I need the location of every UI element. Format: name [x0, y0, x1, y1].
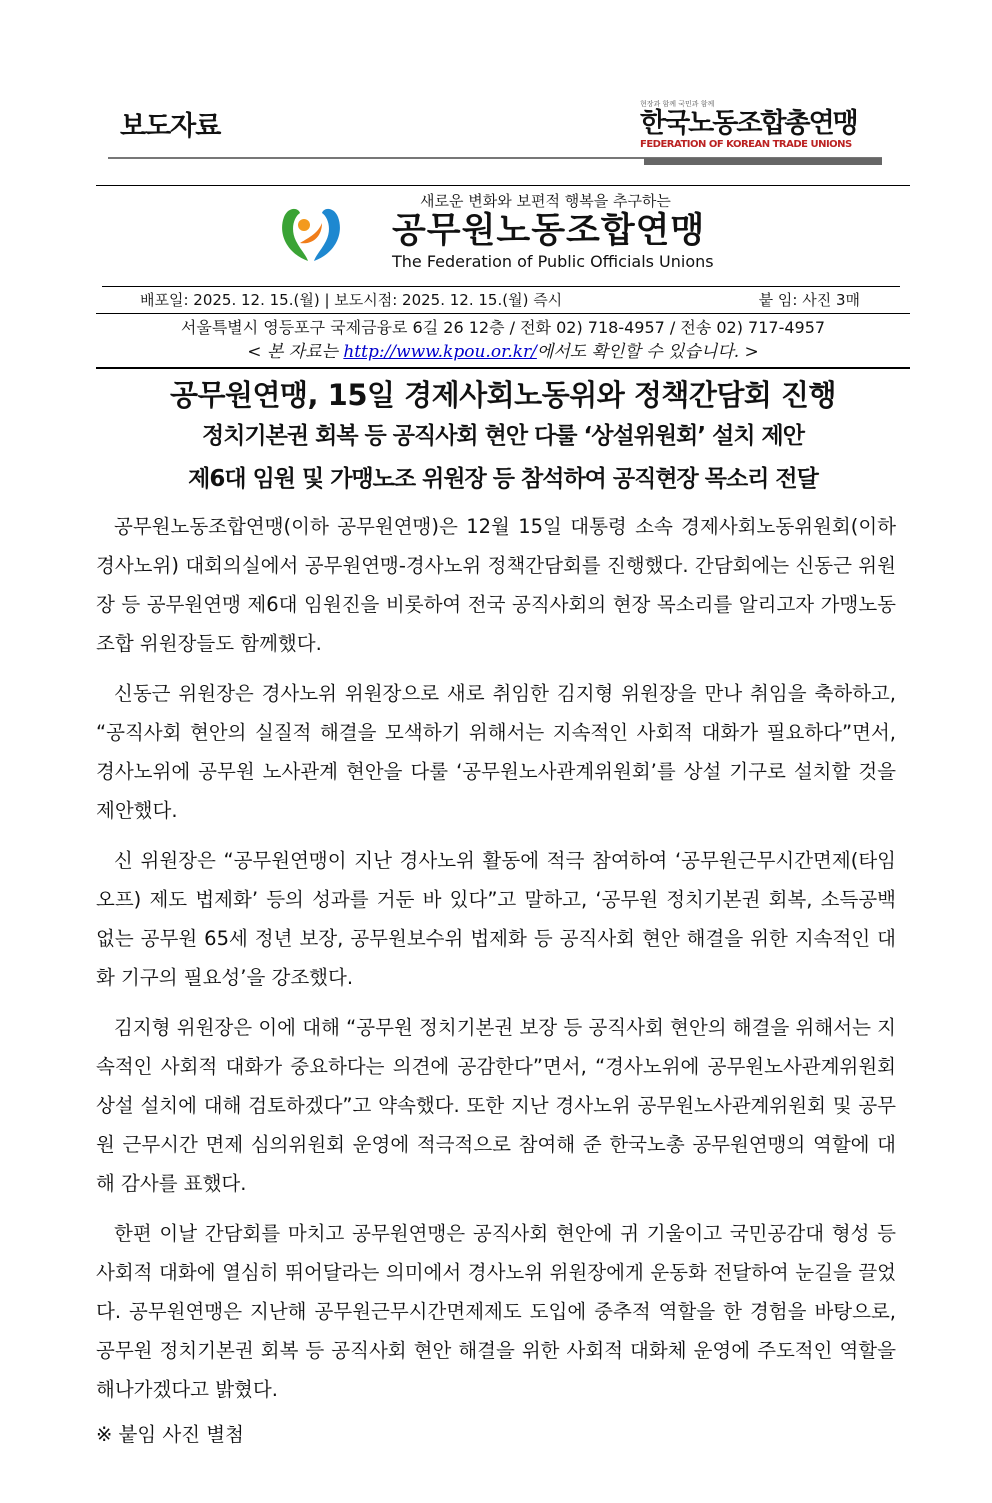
contact-address: 서울특별시 영등포구 국제금융로 6길 26 12층 / 전화 02) 718-4957 / 전송 02) 717-4957	[180, 318, 826, 337]
site-prefix: < 본 자료는	[247, 342, 344, 362]
website-notice	[96, 340, 910, 364]
fktu-tagline: 현장과 함께 국민과 함께	[640, 100, 715, 108]
paragraph: 공무원노동조합연맹(이하 공무원연맹)은 12월 15일 대통령 소속 경제사회노동위원회(이하 경사노위) 대회의실에서 공무원연맹-경사노위 정책간담회를 진행했다. 간담회에는 신동근 위원장 등 공무원연맹 제6대 임원진을 비롯하여 전국 공직사회의 현장 목소리를 알리고자 가맹노동조합 위원장들도 함께했다.	[96, 515, 896, 655]
subtitle: 제6대 임원 및 가맹노조 위원장 등 참석하여 공직현장 목소리 전달	[188, 466, 818, 492]
subtitle: 정치기본권 회복 등 공직사회 현안 다룰 ‘상설위원회’ 설치 제안	[202, 423, 804, 449]
attachment-note: ※ 붙임 사진 별첨	[96, 1423, 244, 1446]
fktu-name: 한국노동조합총연맹	[640, 108, 857, 139]
org-name-en: The Federation of Public Officials Unions	[392, 252, 714, 271]
divider	[96, 367, 910, 369]
article	[96, 375, 910, 1450]
divider	[644, 158, 882, 165]
divider	[96, 313, 910, 314]
attachment-info: 붙 임: 사진 3매	[758, 291, 860, 309]
org-name: 공무원노동조합연맹	[392, 211, 706, 251]
fktu-name-en: FEDERATION OF KOREAN TRADE UNIONS	[640, 139, 852, 150]
release-info-row	[140, 289, 900, 311]
website-link[interactable]: http://www.kpou.or.kr/	[343, 342, 537, 362]
org-brand	[392, 192, 892, 272]
article-body	[96, 507, 896, 1409]
paragraph: 신동근 위원장은 경사노위 위원장으로 새로 취임한 김지형 위원장을 만나 취임을 축하하고, “공직사회 현안의 실질적 해결을 모색하기 위해서는 지속적인 사회적 대화가 필요하다”면서, 경사노위에 공무원 노사관계 현안을 다룰 ‘공무원노사관계위원회’를 상설 기구로 설치할 것을 제안했다.	[96, 682, 896, 822]
divider	[96, 185, 910, 186]
site-suffix: 에서도 확인할 수 있습니다. >	[536, 342, 759, 362]
fpou-logo-icon	[278, 203, 344, 263]
release-dates: 배포일: 2025. 12. 15.(월) | 보도시점: 2025. 12. 15.(월) 즉시	[140, 291, 563, 309]
divider	[102, 286, 900, 287]
paragraph: 신 위원장은 “공무원연맹이 지난 경사노위 활동에 적극 참여하여 ‘공무원근무시간면제(타임오프) 제도 법제화’ 등의 성과를 거둔 바 있다”고 말하고, ‘공무원 정치기본권 회복, 소득공백 없는 공무원 65세 정년 보장, 공무원보수위 법제화 등 공직사회 현안 해결을 위한 지속적인 대화 기구의 필요성’을 강조했다.	[96, 849, 896, 989]
headline: 공무원연맹, 15일 경제사회노동위와 정책간담회 진행	[169, 378, 837, 412]
paragraph: 한편 이날 간담회를 마치고 공무원연맹은 공직사회 현안에 귀 기울이고 국민공감대 형성 등 사회적 대화에 열심히 뛰어달라는 의미에서 경사노위 위원장에게 운동화 전달하여 눈길을 끌었다. 공무원연맹은 지난해 공무원근무시간면제제도 도입에 중추적 역할을 한 경험을 바탕으로, 공무원 정치기본권 회복 등 공직사회 현안 해결을 위한 사회적 대화체 운영에 주도적인 역할을 해나가겠다고 밝혔다.	[96, 1222, 896, 1401]
paragraph: 김지형 위원장은 이에 대해 “공무원 정치기본권 보장 등 공직사회 현안의 해결을 위해서는 지속적인 사회적 대화가 중요하다는 의견에 공감한다”면서, “경사노위에 공무원노사관계위원회 상설 설치에 대해 검토하겠다”고 약속했다. 또한 지난 경사노위 공무원노사관계위원회 및 공무원 근무시간 면제 심의위원회 운영에 적극적으로 참여해 준 한국노총 공무원연맹의 역할에 대해 감사를 표했다.	[96, 1016, 896, 1195]
org-slogan: 새로운 변화와 보편적 행복을 추구하는	[420, 192, 671, 210]
fktu-logo	[640, 100, 890, 151]
press-release-label: 보도자료	[120, 111, 221, 142]
